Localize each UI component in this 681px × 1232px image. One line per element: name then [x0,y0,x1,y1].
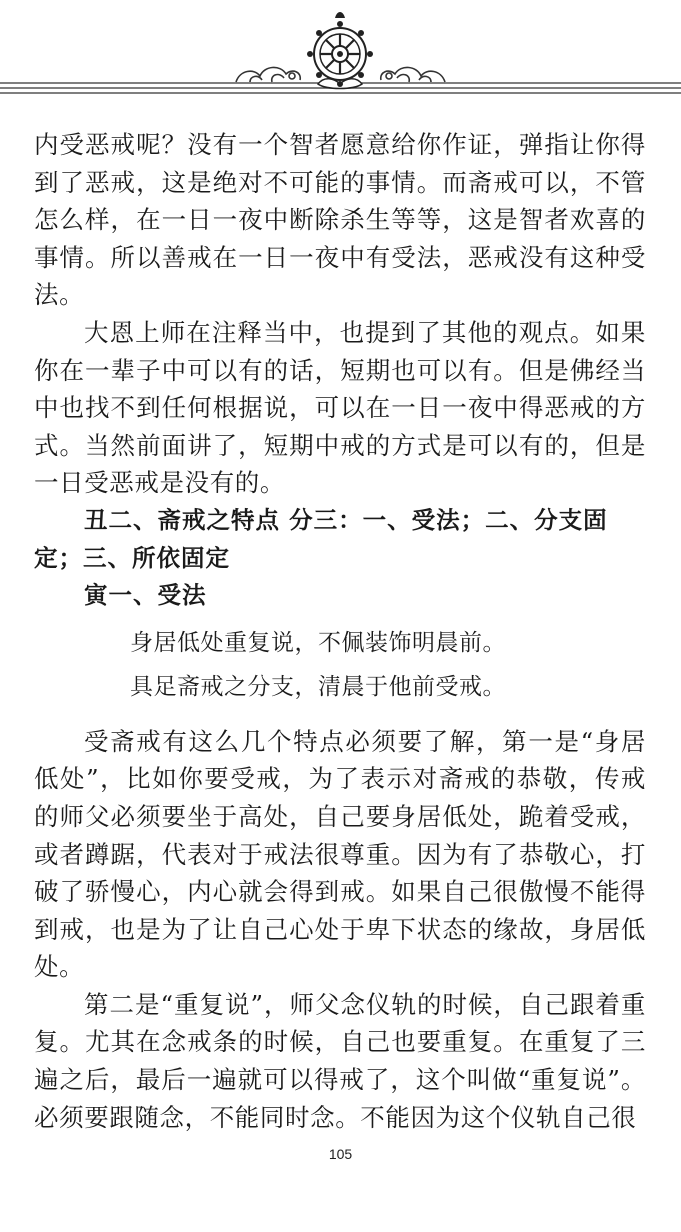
subsection-heading: 寅一、受法 [84,581,207,610]
verse-line: 身居低处重复说，不佩装饰明晨前。 [130,629,506,656]
verse-line: 具足斋戒之分支，清晨于他前受戒。 [130,673,506,700]
paragraph: 受斋戒有这么几个特点必须要了解，第一是“身居低处”，比如你要受戒，为了表示对斋戒的恭敬，传戒的师父必须要坐于高处，自己要身居低处，跪着受戒，或者蹲踞，代表对于戒法很尊重。因为有了恭敬心，打破了骄慢心，内心就会得到戒。如果自己很傲慢不能得到戒，也是为了让自己心处于卑下状态的缘故，身居低处。 [34,726,646,982]
page-body [34,126,646,1136]
right-cloud-icon [381,67,445,82]
dharma-wheel-icon [307,12,373,89]
paragraph: 内受恶戒呢？没有一个智者愿意给你作证，弹指让你得到了恶戒，这是绝对不可能的事情。而斋戒可以，不管怎么样，在一日一夜中断除杀生等等，这是智者欢喜的事情。所以善戒在一日一夜中有受法，恶戒没有这种受法。 [34,130,646,310]
section-heading: 丑二、斋戒之特点 分三：一、受法；二、分支固定；三、所依固定 [34,505,608,572]
header-ornament [0,0,681,110]
verse-block [34,621,646,709]
paragraph: 第二是“重复说”，师父念仪轨的时候，自己跟着重复。尤其在念戒条的时候，自己也要重复。在重复了三遍之后，最后一遍就可以得戒了，这个叫做“重复说”。必须要跟随念，不能同时念。不能因为这个仪轨自己很 [34,989,646,1132]
paragraph: 大恩上师在注释当中，也提到了其他的观点。如果你在一辈子中可以有的话，短期也可以有。但是佛经当中也找不到任何根据说，可以在一日一夜中得恶戒的方式。当然前面讲了，短期中戒的方式是可以有的，但是一日受恶戒是没有的。 [34,317,646,498]
left-cloud-icon [236,67,300,82]
page-number: 105 [328,1146,353,1162]
page-header [0,0,681,110]
